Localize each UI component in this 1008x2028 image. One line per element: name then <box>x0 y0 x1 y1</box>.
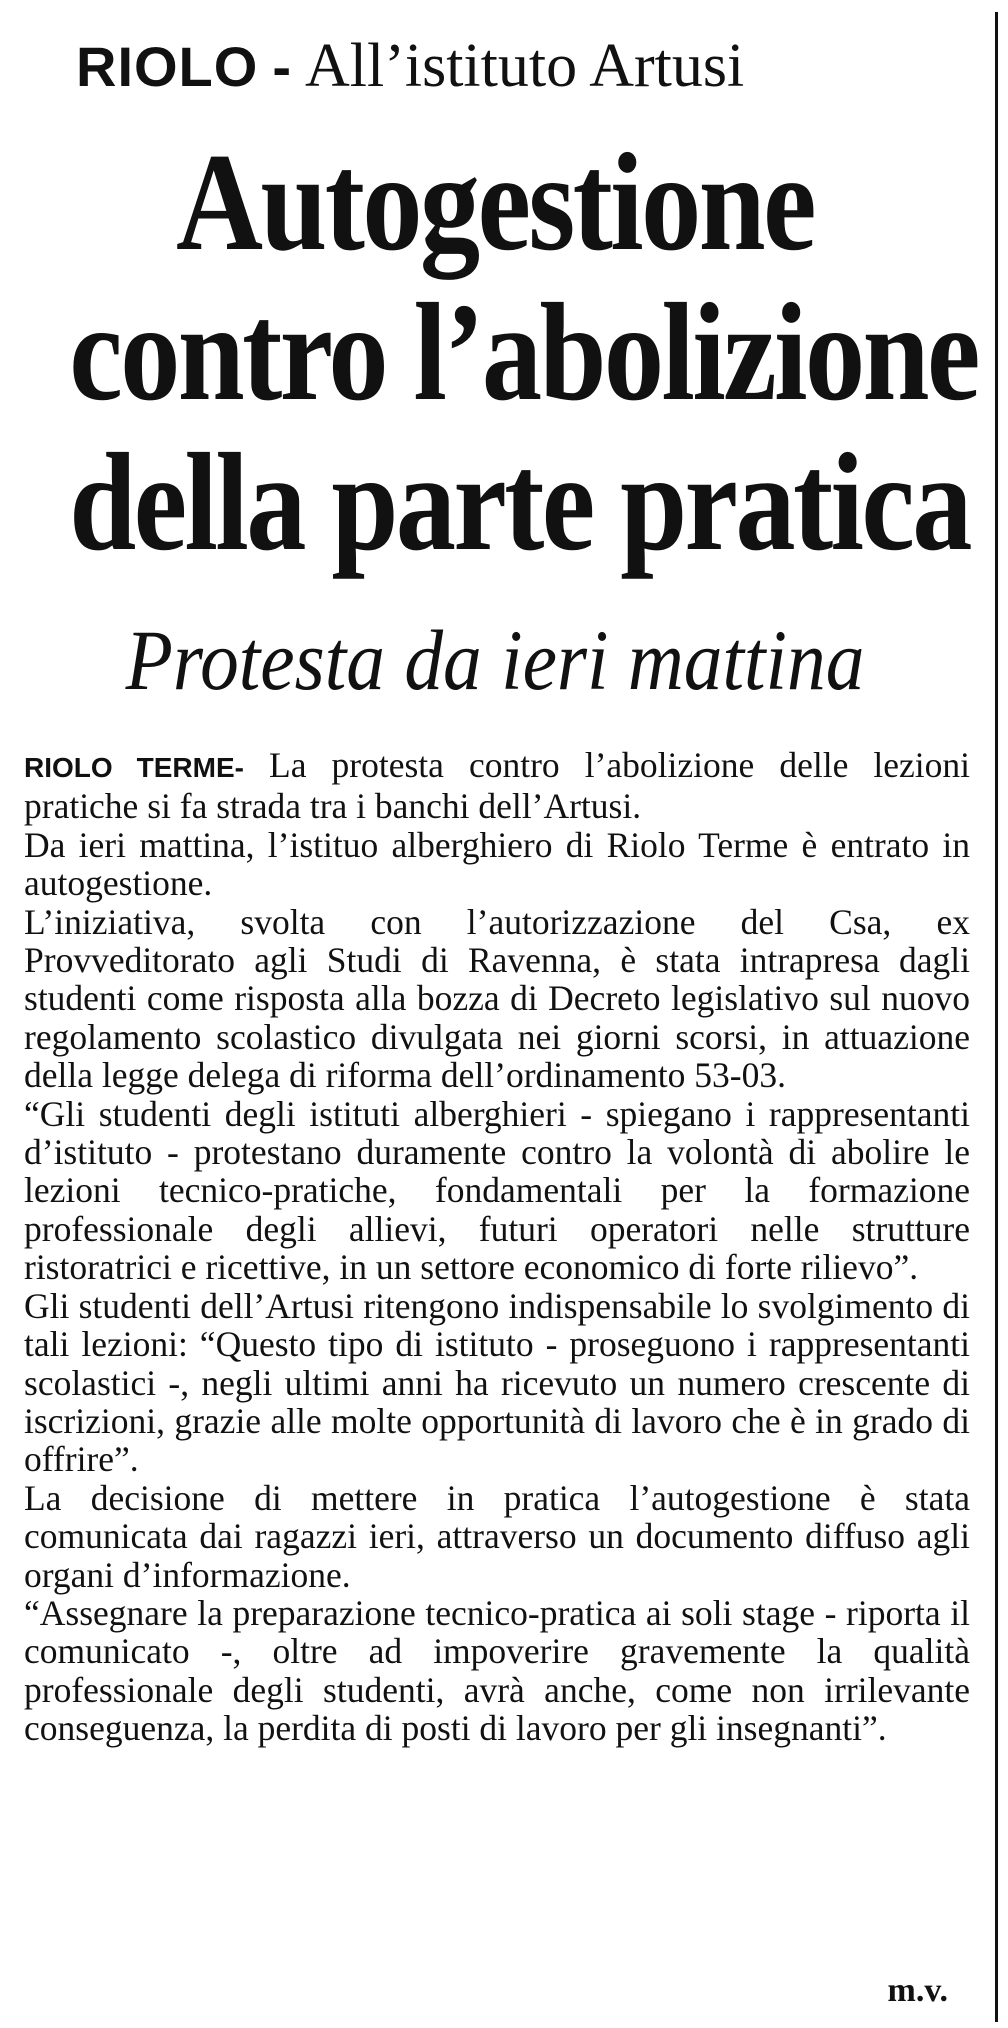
column-rule <box>995 12 998 2022</box>
paragraph-1-text: La protesta contro l’abolizione delle lezioni pratiche si fa strada tra i banchi dell’Artusi. <box>24 745 971 827</box>
headline-line-2: contro l’abolizione <box>69 275 978 430</box>
paragraph-7: “Assegnare la preparazione tecnico-pratica ai soli stage - riporta il comunicato -, oltre ad impoverire gravemente la qualità professionale degli studenti, avrà anche, come non irrilevante conseguenza, la perdita di posti di lavoro per gli insegnanti”. <box>24 1592 970 1749</box>
subheadline: Protesta da ieri mattina <box>125 612 865 708</box>
dateline: RIOLO TERME- <box>24 752 244 783</box>
headline-line-1: Autogestione <box>176 125 814 280</box>
kicker-place: RIOLO <box>76 35 259 98</box>
paragraph-3: L’iniziativa, svolta con l’autorizzazione del Csa, ex Provveditorato agli Studi di Ravenna, è stata intrapresa dagli studenti come risposta alla bozza di Decreto legislativo sul nuovo regolamento scolastico divulgata nei giorni scorsi, in attuazione della legge delega di riforma dell’ordinamento 53-03. <box>24 901 970 1096</box>
kicker-title: All’istituto Artusi <box>304 32 745 100</box>
kicker-separator: - <box>272 35 291 98</box>
paragraph-4: “Gli studenti degli istituti alberghieri - spiegano i rappresentanti d’istituto - protestano duramente contro la volontà di abolire le lezioni tecnico-pratiche, fondamentali per la formazione professionale degli allievi, futuri operatori nelle strutture ristoratrici e ricettive, in un settore economico di forte rilievo”. <box>24 1093 970 1288</box>
headline <box>69 125 978 580</box>
paragraph-1 <box>24 746 970 826</box>
author-signature: m.v. <box>887 1972 948 2009</box>
kicker <box>76 26 744 107</box>
paragraph-2: Da ieri mattina, l’istituo alberghiero di Riolo Terme è entrato in autogestione. <box>24 824 970 904</box>
paragraph-5: Gli studenti dell’Artusi ritengono indispensabile lo svolgimento di tali lezioni: “Questo tipo di istituto - proseguono i rappresentanti scolastici -, negli ultimi anni ha ricevuto un numero crescente di iscrizioni, grazie alle molte opportunità di lavoro che è in grado di offrire”. <box>24 1285 970 1480</box>
headline-line-3: della parte pratica <box>69 425 970 580</box>
article-body <box>24 746 970 1748</box>
paragraph-6: La decisione di mettere in pratica l’autogestione è stata comunicata dai ragazzi ieri, attraverso un documento diffuso agli organi d’informazione. <box>24 1477 970 1595</box>
